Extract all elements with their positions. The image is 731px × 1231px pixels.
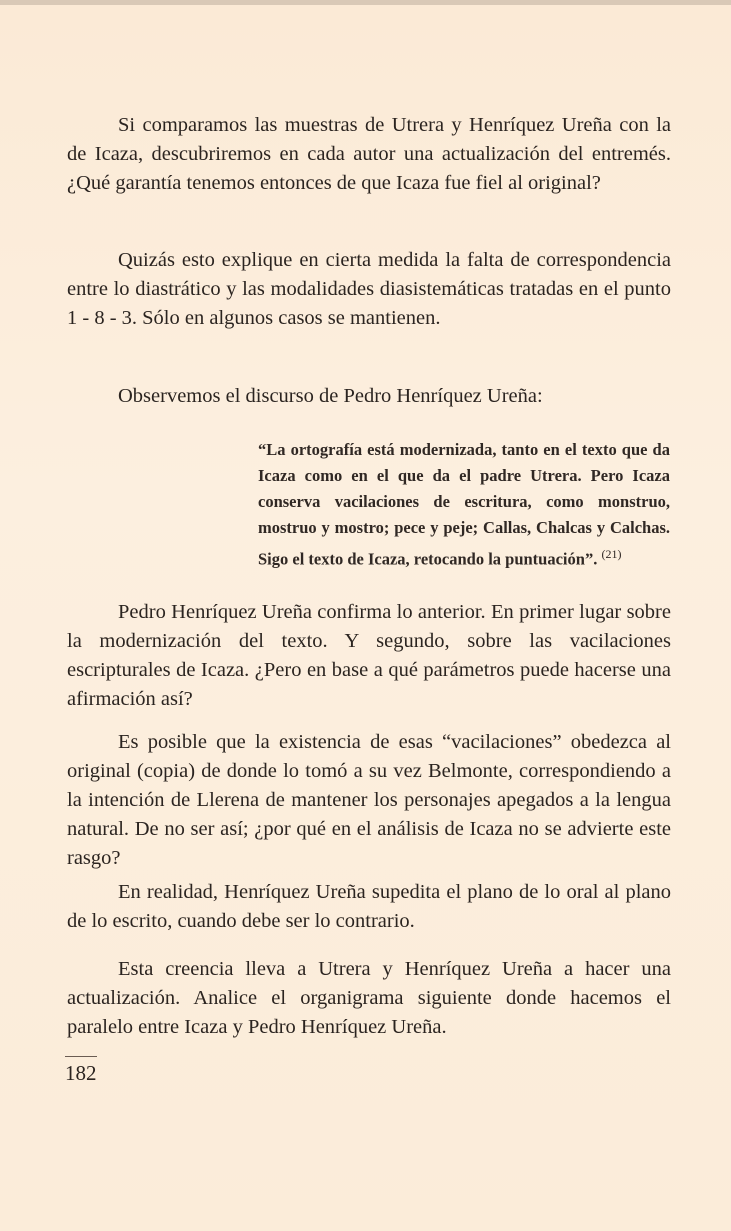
paragraph-3: Observemos el discurso de Pedro Henríquez Ureña: (118, 385, 543, 407)
paragraph-1: Si comparamos las muestras de Utrera y Henríquez Ureña con la de Icaza, descubriremos en cada autor una actualización del entremés. ¿Qué garantía tenemos entonces de que Icaza fue fiel al original? (67, 114, 671, 194)
page-top-edge (0, 0, 731, 5)
paragraph-5: Es posible que la existencia de esas “vacilaciones” obedezca al original (copia) de donde lo tomó a su vez Belmonte, correspondiendo a la intención de Llerena de mantener los personajes apegados a la lengua natural. De no ser así; ¿por qué en el análisis de Icaza no se advierte este rasgo? (67, 731, 671, 869)
footnote-reference: (21) (601, 547, 622, 561)
paragraph-4: Pedro Henríquez Ureña confirma lo anterior. En primer lugar sobre la modernización del texto. Y segundo, sobre las vacilaciones escripturales de Icaza. ¿Pero en base a qué parámetros puede hacerse una afirmación así? (67, 601, 671, 710)
paragraph-7: Esta creencia lleva a Utrera y Henríquez Ureña a hacer una actualización. Analice el organigrama siguiente donde hacemos el paralelo entre Icaza y Pedro Henríquez Ureña. (67, 958, 671, 1038)
quote-text: “La ortografía está modernizada, tanto en el texto que da Icaza como en el que da el padre Utrera. Pero Icaza conserva vacilaciones de escritura, como monstruo, mostruo y mostro; pece y peje; Callas, Chalcas y Calchas. Sigo el texto de Icaza, retocando la puntuación”. (258, 440, 670, 569)
block-quote (258, 437, 670, 573)
page-number: 182 (65, 1056, 97, 1087)
paragraph-6: En realidad, Henríquez Ureña supedita el plano de lo oral al plano de lo escrito, cuando debe ser lo contrario. (67, 881, 671, 932)
paragraph-2: Quizás esto explique en cierta medida la falta de correspondencia entre lo diastrático y las modalidades diasistemáticas tratadas en el punto 1 - 8 - 3. Sólo en algunos casos se mantienen. (67, 249, 671, 329)
